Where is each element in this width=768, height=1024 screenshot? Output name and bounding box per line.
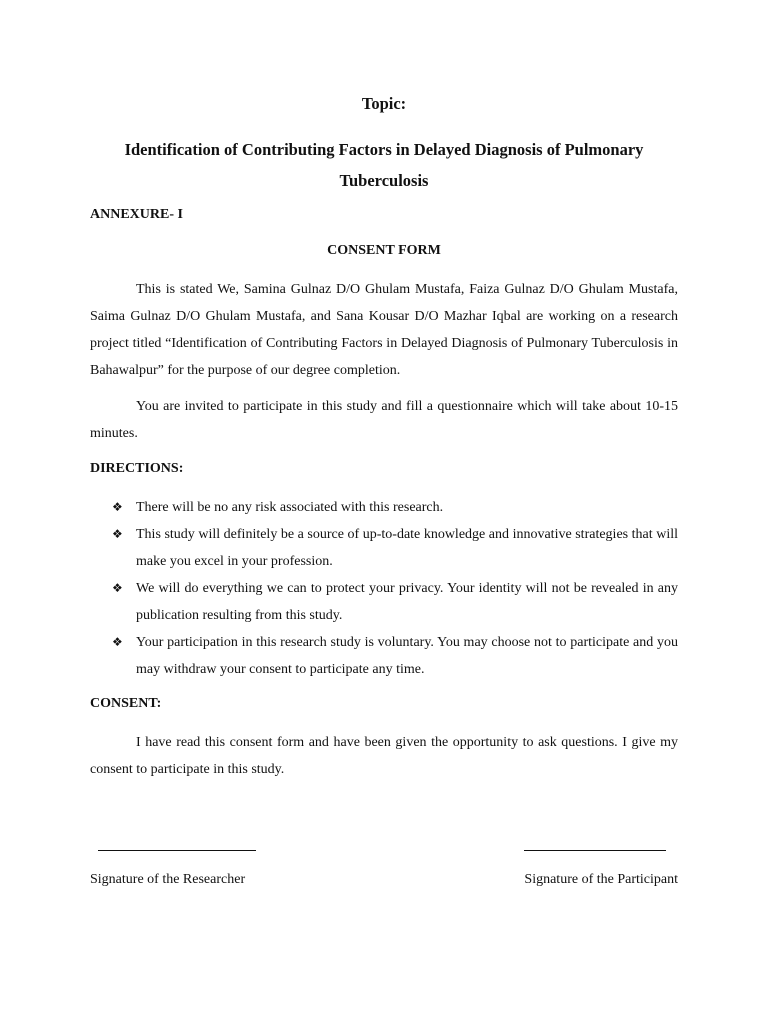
consent-form-title: CONSENT FORM [327,243,441,258]
direction-item [90,575,678,629]
researcher-signature-label: Signature of the Researcher [90,872,246,887]
invitation-paragraph: You are invited to participate in this study and fill a questionnaire which will take about 10-15 minutes. [90,399,678,441]
direction-text: Your participation in this research study is voluntary. You may choose not to participate and you may withdraw your consent to participate any time. [136,635,678,677]
directions-list [90,494,678,683]
diamond-bullet-icon: ❖ [112,500,123,514]
diamond-bullet-icon: ❖ [112,581,123,595]
document-title: Identification of Contributing Factors in Delayed Diagnosis of Pulmonary Tuberculosis [124,140,644,190]
diamond-bullet-icon: ❖ [112,527,123,541]
topic-label: Topic: [361,94,407,113]
direction-text: We will do everything we can to protect your privacy. Your identity will not be revealed in any publication resulting from this study. [136,581,678,623]
participant-signature-label: Signature of the Participant [524,872,678,887]
direction-text: This study will definitely be a source of up-to-date knowledge and innovative strategies that will make you excel in your profession. [136,527,678,569]
participant-signature-line [524,850,666,851]
intro-paragraph: This is stated We, Samina Gulnaz D/O Ghulam Mustafa, Faiza Gulnaz D/O Ghulam Mustafa, Saima Gulnaz D/O Ghulam Mustafa, and Sana Kousar D/O Mazhar Iqbal are working on a research project titled “Identification of Contributing Factors in Delayed Diagnosis of Pulmonary Tuberculosis in Bahawalpur” for the purpose of our degree completion. [90,282,678,378]
researcher-signature-line [98,850,256,851]
diamond-bullet-icon: ❖ [112,635,123,649]
direction-item [90,629,678,683]
annexure-label: ANNEXURE- I [90,207,183,222]
direction-text: There will be no any risk associated with this research. [136,500,444,515]
directions-heading: DIRECTIONS: [90,461,184,476]
consent-paragraph: I have read this consent form and have been given the opportunity to ask questions. I give my consent to participate in this study. [90,735,678,777]
direction-item [90,521,678,575]
consent-heading: CONSENT: [90,696,162,711]
direction-item [90,494,678,521]
